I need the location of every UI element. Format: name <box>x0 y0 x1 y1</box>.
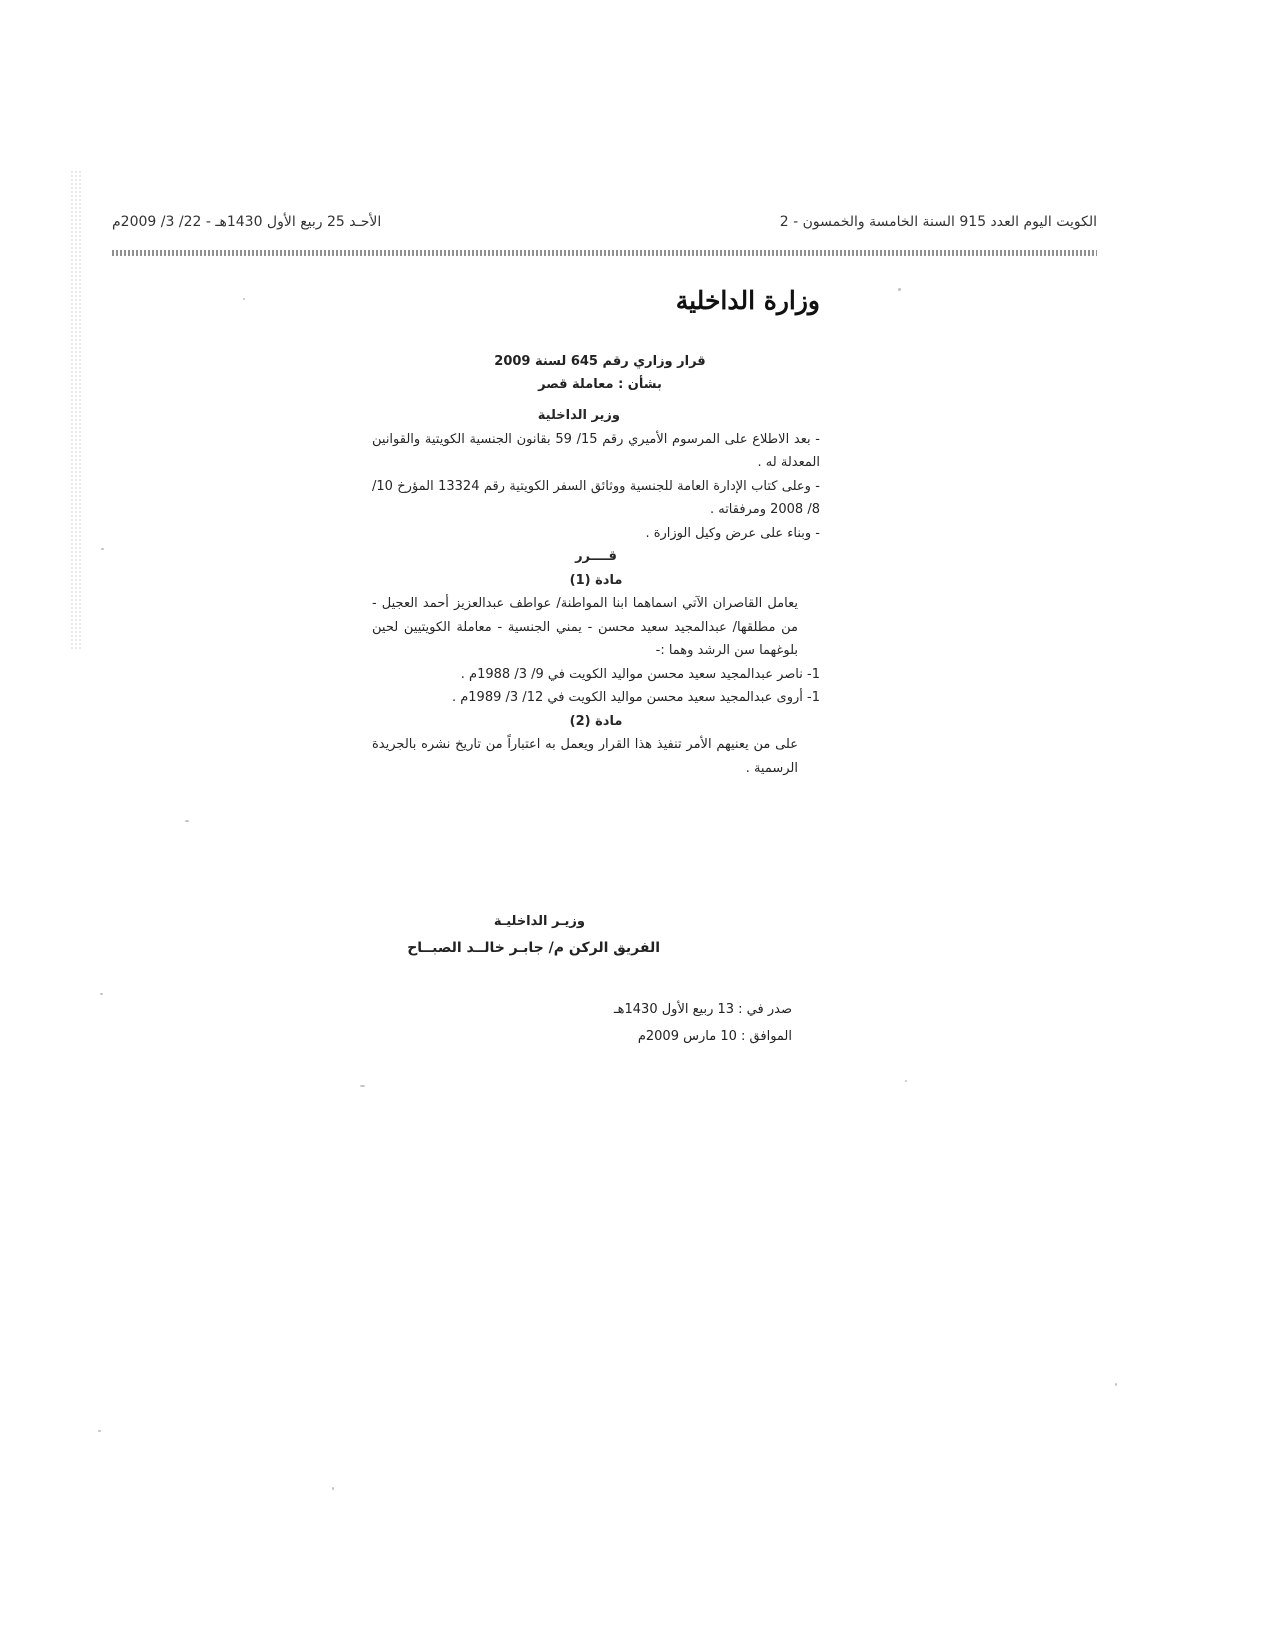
article-2-heading: مادة (2) <box>569 713 623 729</box>
minister-heading: وزير الداخلية <box>537 408 620 423</box>
scan-speck <box>1115 1383 1117 1386</box>
list-item: 1- أروى عبدالمجيد سعيد محسن مواليد الكويت في 12/ 3/ 1989م . <box>451 690 820 705</box>
scan-speck <box>243 298 245 300</box>
preamble-item: - وبناء على عرض وكيل الوزارة . <box>645 525 820 541</box>
article-2-text: على من يعنيهم الأمر تنفيذ هذا القرار ويعمل به اعتباراً من تاريخ نشره بالجريدة الرسمية . <box>372 737 798 776</box>
issue-date-block <box>530 996 792 1050</box>
scan-speck <box>100 993 103 995</box>
header-divider <box>112 250 1097 256</box>
preamble-item: - بعد الاطلاع على المرسوم الأميري رقم 15/ 59 بقانون الجنسية الكويتية والقوانين المعدلة له . <box>372 431 820 470</box>
scan-edge-noise <box>70 170 82 650</box>
scan-speck <box>360 1085 365 1087</box>
scan-speck <box>332 1487 334 1490</box>
scan-speck <box>98 1430 101 1432</box>
header-issue-info: الكويت اليوم العدد 915 السنة الخامسة والخمسون - 2 <box>779 214 1097 230</box>
article-1-heading: مادة (1) <box>569 572 623 588</box>
running-header <box>112 214 1097 244</box>
list-item: 1- ناصر عبدالمجيد سعيد محسن مواليد الكويت في 9/ 3/ 1988م . <box>460 666 820 682</box>
issue-date-gregorian: الموافق : 10 مارس 2009م <box>637 1029 792 1044</box>
article-1-text: يعامل القاصران الآتي اسماهما ابنا المواطنة/ عواطف عبدالعزيز أحمد العجيل - من مطلقها/ عبدالمجيد سعيد محسن - يمني الجنسية - معاملة الكويتيين لحين بلوغهما سن الرشد وهما :- <box>372 596 798 658</box>
decree-number: قرار وزاري رقم 645 لسنة 2009 <box>494 354 706 369</box>
signatory-name: الفريق الركن م/ جابـر خالــد الصبــاح <box>407 940 660 956</box>
decree-body <box>372 404 820 780</box>
ministry-title: وزارة الداخلية <box>675 286 820 315</box>
signature-block <box>360 908 660 962</box>
scan-speck <box>185 820 189 822</box>
decided-heading: قــــرر <box>575 549 617 564</box>
header-date: الأحـد 25 ربيع الأول 1430هـ - 22/ 3/ 2009م <box>112 214 382 230</box>
scan-speck <box>101 548 104 550</box>
signatory-title: وزيـر الداخليـة <box>493 914 585 929</box>
decree-heading <box>470 350 730 396</box>
preamble-item: - وعلى كتاب الإدارة العامة للجنسية ووثائق السفر الكويتية رقم 13324 المؤرخ 10/ 8/ 2008 ومرفقاته . <box>372 478 820 517</box>
issue-date-hijri: صدر في : 13 ربيع الأول 1430هـ <box>613 1002 792 1017</box>
decree-subject: بشأن : معاملة قصر <box>538 377 662 392</box>
scan-speck <box>905 1080 907 1082</box>
scan-speck <box>898 288 901 291</box>
